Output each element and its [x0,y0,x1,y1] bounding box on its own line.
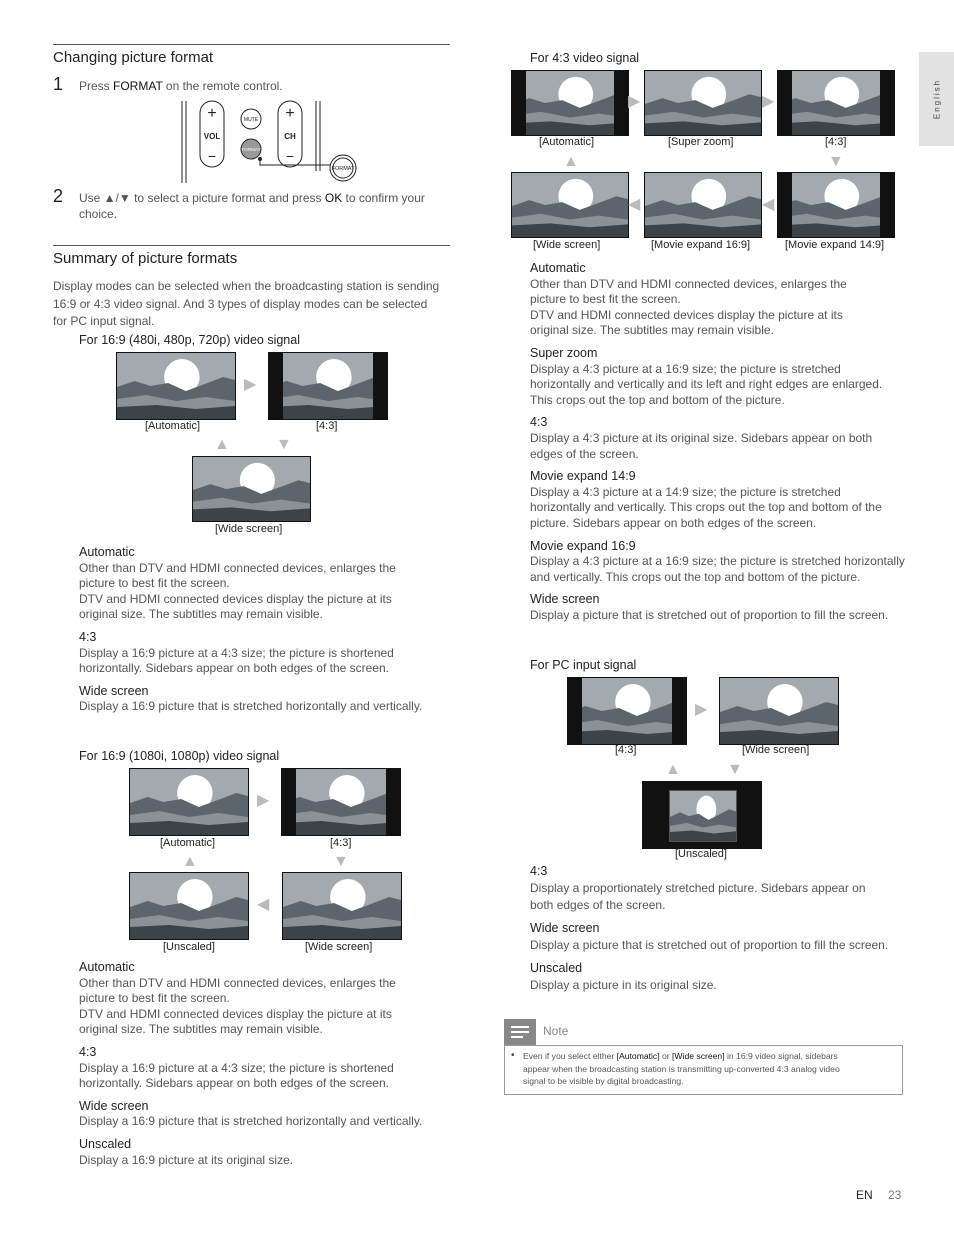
caption-4-3: [4:3] [615,744,637,756]
arrow-right-icon: ▶ [762,93,775,110]
sidebar-left [778,173,792,237]
note-bullet: • [511,1050,515,1061]
arrow-right-icon: ▶ [244,376,257,393]
sidebar-right [672,678,686,744]
landscape-image [778,173,894,237]
caption-wide-screen: [Wide screen] [533,239,601,251]
landscape-image [568,678,686,744]
desc-line: Other than DTV and HDMI connected devices, enlarges the [79,975,396,990]
section-title-changing: Changing picture format [53,49,214,66]
desc-title: Wide screen [530,592,600,607]
landscape-image [282,769,400,835]
desc-line: and vertically. This crops out the top and bottom of the picture. [530,569,861,584]
signal-1080-title: For 16:9 (1080i, 1080p) video signal [79,749,280,763]
section-rule [53,44,450,45]
note-icon [504,1019,536,1045]
caption-wide-screen: [Wide screen] [742,744,810,756]
footer-page-number: 23 [888,1188,902,1202]
desc-line: picture to best fit the screen. [79,576,230,591]
sidebar-left [568,678,582,744]
note-post: in 16:9 video signal, sidebars [724,1051,838,1061]
summary-line: Display modes can be selected when the broadcasting station is sending [53,279,440,293]
note-key-automatic: [Automatic] [616,1051,660,1061]
summary-paragraph [53,278,453,331]
sidebar-left [512,71,526,135]
sidebar-right [880,173,894,237]
sidebar-right [373,353,387,419]
caption-movie-expand-149: [Movie expand 14:9] [785,239,885,251]
desc-line: Display a 16:9 picture at a 4:3 size; the picture is shortened [79,1060,394,1075]
caption-unscaled: [Unscaled] [163,941,215,953]
desc-title: Wide screen [530,921,600,935]
desc-line: Display a 16:9 picture at a 4:3 size; the picture is shortened [79,645,394,660]
remote-ch-minus: − [285,148,295,164]
landscape-image [645,71,761,135]
desc-line: DTV and HDMI connected devices display the picture at its [79,591,392,606]
step-1-text [79,79,283,95]
note-line3: signal to be visible by digital broadcasting. [523,1076,684,1086]
landscape-image [130,873,248,939]
sidebar-right [386,769,400,835]
note-key-wide: [Wide screen] [672,1051,725,1061]
desc-line: horizontally. Sidebars appear on both edges of the screen. [79,661,389,676]
summary-line: 16:9 or 4:3 video signal. And 3 types of display modes can be selected [53,296,428,311]
sidebar-left [269,353,283,419]
arrow-right-icon: ▶ [695,701,708,718]
screen-unscaled [129,872,249,940]
caption-automatic: [Automatic] [160,837,216,849]
caption-4-3: [4:3] [330,837,352,849]
screen-movie-expand-169 [644,172,762,238]
desc-line: horizontally. Sidebars appear on both edges of the screen. [79,1076,389,1091]
arrow-left-icon: ◀ [628,196,641,213]
screen-4-3 [268,352,388,420]
desc-title: Super zoom [530,345,598,360]
desc-title: Wide screen [79,1098,149,1113]
desc-line: Display a 4:3 picture at its original size. Sidebars appear on both [530,430,873,445]
screen-movie-expand-149 [777,172,895,238]
remote-ch-label: CH [284,132,296,141]
caption-automatic: [Automatic] [539,136,595,148]
desc-line: This crops out the top and bottom of the picture. [530,392,785,407]
remote-vol-minus: − [207,148,217,164]
landscape-image [512,173,628,237]
desc-line: original size. The subtitles may remain visible. [79,607,323,622]
desc-line: Other than DTV and HDMI connected devices, enlarges the [79,560,396,575]
step-1-number: 1 [53,74,64,94]
landscape-image [670,791,736,841]
desc-line: Display a 16:9 picture at its original size. [79,1152,294,1167]
desc-line: picture to best fit the screen. [530,292,681,307]
caption-unscaled: [Unscaled] [675,848,727,860]
caption-wide-screen: [Wide screen] [305,941,373,953]
step-2-pre: Use ▲/▼ to select a picture format and press [79,191,325,205]
step-1-key: FORMAT [113,79,163,93]
screen-super-zoom [644,70,762,136]
landscape-image [512,71,628,135]
caption-4-3: [4:3] [825,136,847,148]
remote-ch-plus: + [285,105,295,122]
desc-line: DTV and HDMI connected devices display the picture at its [530,307,843,322]
screen-wide [282,872,402,940]
desc-line: edges of the screen. [530,446,639,461]
remote-vol-label: VOL [203,132,221,141]
desc-title: Automatic [79,960,135,974]
arrow-up-icon: ▲ [214,436,230,453]
landscape-image [117,353,235,419]
desc-1080 [79,960,459,1168]
arrow-left-icon: ◀ [257,896,270,913]
desc-line: Display a 16:9 picture that is stretched horizontally and vertically. [79,1114,423,1129]
note-header [504,1019,901,1045]
step-2-text [79,191,459,222]
desc-line: horizontally and vertically and its left and right edges are enlarged. [530,377,883,392]
section-title-summary: Summary of picture formats [53,250,238,267]
screen-unscaled [642,781,762,849]
desc-line: Other than DTV and HDMI connected devices, enlarges the [530,276,847,291]
step-2-line2: choice. [79,206,118,221]
arrow-right-icon: ▶ [628,93,641,110]
screen-4-3 [777,70,895,136]
arrow-left-icon: ◀ [762,196,775,213]
arrow-up-icon: ▲ [563,153,579,170]
desc-line: DTV and HDMI connected devices display the picture at its [79,1006,392,1021]
caption-super-zoom: [Super zoom] [668,136,734,148]
step-2-number: 2 [53,186,64,206]
desc-line: original size. The subtitles may remain visible. [79,1022,323,1037]
desc-line: original size. The subtitles may remain visible. [530,323,774,338]
desc-line: Display a 4:3 picture at a 16:9 size; the picture is stretched [530,361,841,376]
screen-automatic [511,70,629,136]
desc-title: Automatic [530,261,586,275]
screen-automatic [129,768,249,836]
landscape-image [130,769,248,835]
desc-title: 4:3 [530,864,548,878]
section-rule [53,245,450,246]
desc-title: Automatic [79,545,135,559]
caption-4-3: [4:3] [316,420,338,432]
remote-control-illustration [180,99,360,185]
signal-169-title: For 16:9 (480i, 480p, 720p) video signal [79,333,300,347]
screen-wide [192,456,311,522]
sidebar-right [614,71,628,135]
step-2-key: OK [324,191,343,205]
sidebar-left [282,769,296,835]
arrow-down-icon: ▼ [333,853,349,870]
screen-wide [511,172,629,238]
sidebar-left [778,71,792,135]
arrow-down-icon: ▼ [727,761,743,778]
note-pre: Even if you select either [523,1051,617,1061]
desc-43 [530,261,910,623]
note-line2: appear when the broadcasting station is transmitting up-converted 4:3 analog video [523,1063,840,1074]
landscape-image [269,353,387,419]
desc-line: both edges of the screen. [530,898,666,912]
desc-line: Display a picture that is stretched out of proportion to fill the screen. [530,607,889,622]
summary-line: for PC input signal. [53,314,155,328]
screen-4-3 [281,768,401,836]
sidebar-right [880,71,894,135]
desc-title: 4:3 [530,415,548,430]
desc-line: Display a 16:9 picture that is stretched horizontally and vertically. [79,699,423,714]
landscape-image [645,173,761,237]
desc-pc [530,863,910,994]
footer-lang: EN [856,1188,873,1202]
desc-line: picture to best fit the screen. [79,991,230,1006]
desc-title: Unscaled [79,1136,132,1151]
screen-4-3 [567,677,687,745]
desc-169 [79,545,459,715]
arrow-right-icon: ▶ [257,792,270,809]
language-tab-label: English [932,78,941,120]
desc-title: Wide screen [79,683,149,698]
desc-title: 4:3 [79,1044,97,1059]
desc-title: 4:3 [79,629,97,644]
arrow-up-icon: ▲ [182,853,198,870]
caption-movie-expand-169: [Movie expand 16:9] [651,239,751,251]
landscape-image [193,457,310,521]
note-mid: or [659,1051,673,1061]
landscape-image [283,873,401,939]
desc-title: Movie expand 16:9 [530,538,636,553]
step-1-pre: Press [79,79,114,93]
language-tab [919,52,954,146]
desc-line: Display a 4:3 picture at a 14:9 size; the picture is stretched [530,484,841,499]
desc-line: Display a 4:3 picture at a 16:9 size; the picture is stretched horizontally [530,554,905,569]
note-text [523,1050,898,1088]
screen-wide [719,677,839,745]
screen-automatic [116,352,236,420]
desc-line: Display a picture that is stretched out of proportion to fill the screen. [530,938,889,952]
signal-43-title: For 4:3 video signal [530,51,640,65]
remote-vol-plus: + [207,105,217,122]
desc-title: Movie expand 14:9 [530,469,636,484]
desc-line: horizontally and vertically. This crops out the top and bottom of the [530,500,882,515]
desc-line: Display a proportionately stretched picture. Sidebars appear on [530,881,866,895]
desc-line: picture. Sidebars appear on both edges of the screen. [530,515,817,530]
landscape-image [720,678,838,744]
remote-mute-label: MUTE [243,117,259,123]
desc-line: Display a picture in its original size. [530,978,717,992]
signal-pc-title: For PC input signal [530,658,637,672]
step-1-post: on the remote control. [162,79,283,93]
remote-format-callout-label: FORMAT [331,166,355,172]
arrow-down-icon: ▼ [276,436,292,453]
arrow-up-icon: ▲ [665,761,681,778]
landscape-image [778,71,894,135]
remote-format-button-label: FORMAT [241,147,261,152]
note-label: Note [543,1024,569,1038]
caption-wide-screen: [Wide screen] [215,523,283,535]
step-2-post: to confirm your [342,191,425,205]
note-box [504,1045,903,1095]
arrow-down-icon: ▼ [828,153,844,170]
caption-automatic: [Automatic] [145,420,201,432]
desc-title: Unscaled [530,961,583,975]
